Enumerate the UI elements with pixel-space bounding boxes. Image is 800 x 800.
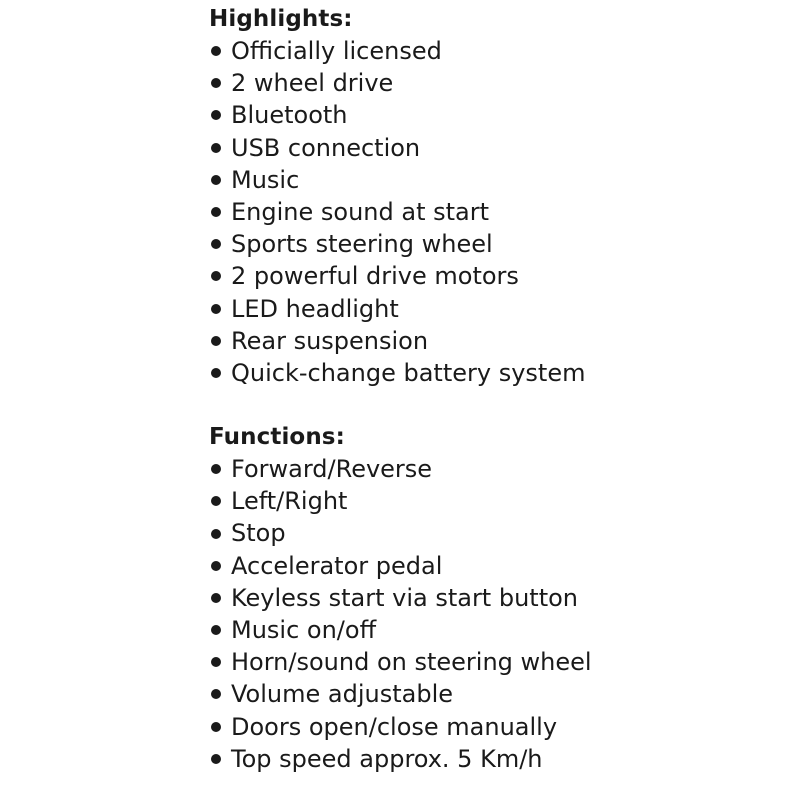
- function-text: Volume adjustable: [231, 680, 453, 709]
- highlight-text: USB connection: [231, 133, 421, 162]
- feature-sheet: [209, 3, 789, 775]
- function-text: Keyless start via start button: [231, 583, 579, 612]
- highlight-text: Rear suspension: [231, 326, 429, 355]
- function-text: Top speed approx. 5 Km/h: [231, 744, 543, 773]
- highlight-text: 2 powerful drive motors: [231, 262, 519, 291]
- bullet-icon: [211, 239, 221, 249]
- list-item: [209, 260, 789, 292]
- highlight-text: Bluetooth: [231, 101, 348, 130]
- bullet-icon: [211, 722, 221, 732]
- list-item: [209, 678, 789, 710]
- list-item: [209, 67, 789, 99]
- bullet-icon: [211, 175, 221, 185]
- list-item: [209, 293, 789, 325]
- list-item: [209, 196, 789, 228]
- bullet-icon: [211, 336, 221, 346]
- list-item: [209, 517, 789, 549]
- function-text: Forward/Reverse: [231, 455, 433, 484]
- list-item: [209, 132, 789, 164]
- highlights-heading: Highlights:: [209, 6, 353, 32]
- list-item: [209, 99, 789, 131]
- list-item: [209, 582, 789, 614]
- bullet-icon: [211, 593, 221, 603]
- list-item: [209, 646, 789, 678]
- bullet-icon: [211, 464, 221, 474]
- list-item: [209, 485, 789, 517]
- list-item: [209, 711, 789, 743]
- highlight-text: Music: [231, 165, 300, 194]
- list-item: [209, 228, 789, 260]
- list-item: [209, 325, 789, 357]
- bullet-icon: [211, 110, 221, 120]
- bullet-icon: [211, 689, 221, 699]
- list-item: [209, 614, 789, 646]
- functions-list: [209, 453, 789, 775]
- highlights-list: [209, 35, 789, 389]
- function-text: Stop: [231, 519, 286, 548]
- function-text: Accelerator pedal: [231, 551, 443, 580]
- highlight-text: Quick-change battery system: [231, 358, 586, 387]
- bullet-icon: [211, 143, 221, 153]
- section-spacer: [209, 389, 789, 421]
- bullet-icon: [211, 496, 221, 506]
- bullet-icon: [211, 561, 221, 571]
- highlight-text: 2 wheel drive: [231, 69, 394, 98]
- highlight-text: LED headlight: [231, 294, 399, 323]
- bullet-icon: [211, 207, 221, 217]
- function-text: Doors open/close manually: [231, 712, 558, 741]
- bullet-icon: [211, 368, 221, 378]
- bullet-icon: [211, 754, 221, 764]
- list-item: [209, 35, 789, 67]
- highlight-text: Engine sound at start: [231, 197, 489, 226]
- list-item: [209, 743, 789, 775]
- function-text: Left/Right: [231, 487, 348, 516]
- bullet-icon: [211, 78, 221, 88]
- bullet-icon: [211, 46, 221, 56]
- bullet-icon: [211, 529, 221, 539]
- list-item: [209, 453, 789, 485]
- bullet-icon: [211, 625, 221, 635]
- list-item: [209, 550, 789, 582]
- functions-heading: Functions:: [209, 424, 345, 451]
- bullet-icon: [211, 271, 221, 281]
- function-text: Music on/off: [231, 616, 377, 644]
- bullet-icon: [211, 657, 221, 667]
- function-text: Horn/sound on steering wheel: [231, 648, 592, 677]
- bullet-icon: [211, 304, 221, 314]
- list-item: [209, 357, 789, 389]
- highlight-text: Sports steering wheel: [231, 230, 493, 259]
- highlight-text: Officially licensed: [231, 37, 442, 65]
- list-item: [209, 164, 789, 196]
